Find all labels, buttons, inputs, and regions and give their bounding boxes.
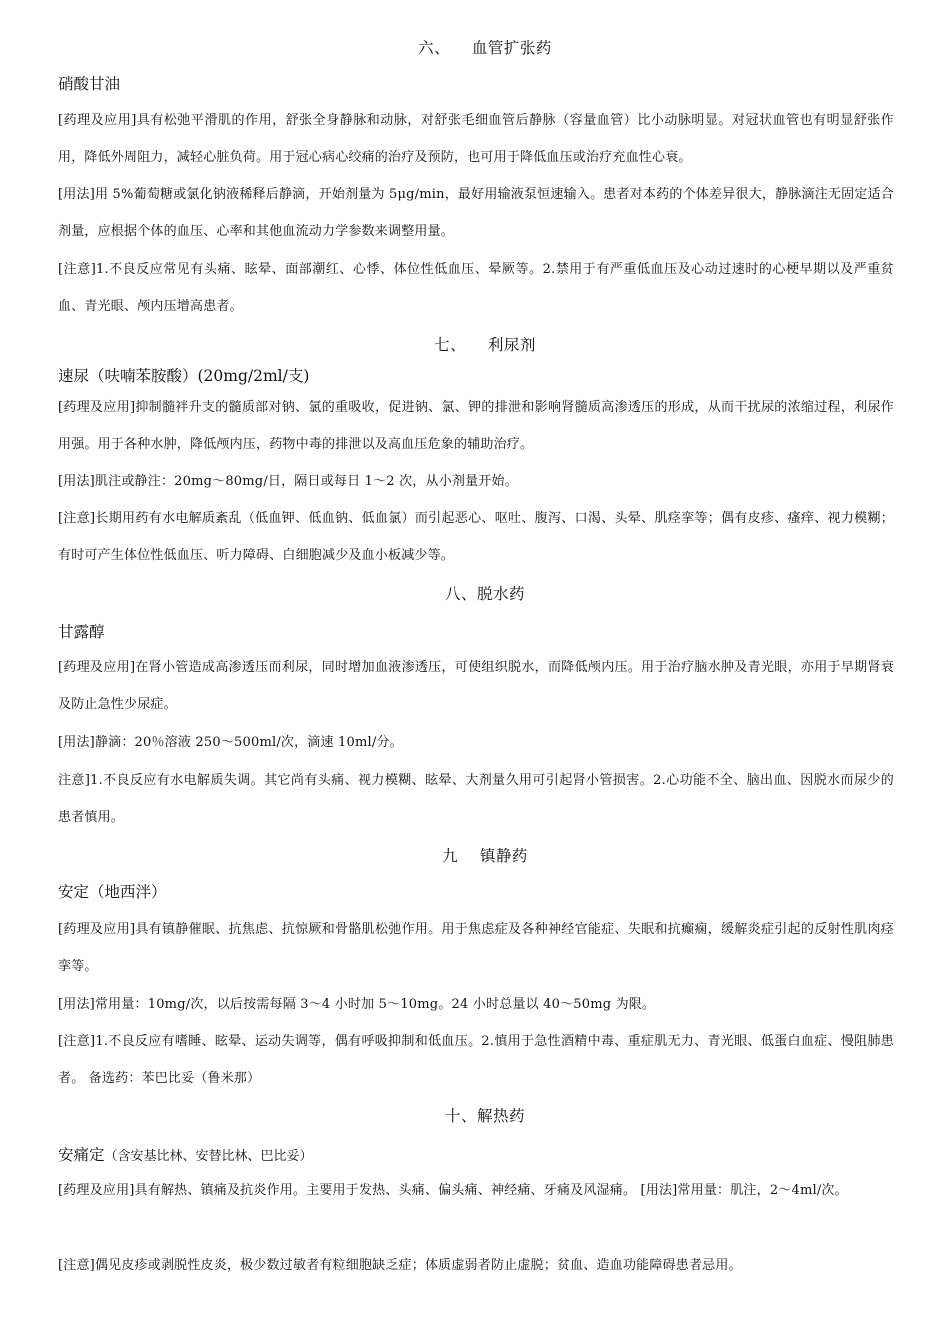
drug-name-nitroglycerin: 硝酸甘油 <box>58 75 121 93</box>
paragraph-cautions: [注意]1.不良反应常见有头痛、眩晕、面部潮红、心悸、体位性低血压、晕厥等。2.禁用于有严重低血压及心动过速时的心梗早期以及严重贫血、青光眼、颅内压增高患者。 <box>58 262 894 314</box>
paragraph-pharmacology: [药理及应用]具有松弛平滑肌的作用，舒张全身静脉和动脉，对舒张毛细血管后静脉（容量血管）比小动脉明显。对冠状血管也有明显舒张作用，降低外周阻力，减轻心脏负荷。用于冠心病心绞痛的治疗及预防，也可用于降低血压或治疗充血性心衰。 <box>58 113 894 165</box>
paragraph-pharmacology: [药理及应用]在肾小管造成高渗透压而利尿，同时增加血液渗透压，可使组织脱水，而降低颅内压。用于治疗脑水肿及青光眼，亦用于早期肾衰及防止急性少尿症。 <box>58 660 894 712</box>
drug-name-furosemide: 速尿（呋喃苯胺酸）(20mg/2ml/支) <box>58 367 310 385</box>
drug-name-mannitol: 甘露醇 <box>58 623 105 641</box>
paragraph-cautions: 注意]1.不良反应有水电解质失调。其它尚有头痛、视力模糊、眩晕、大剂量久用可引起肾小管损害。2.心功能不全、脑出血、因脱水而尿少的患者慎用。 <box>58 773 894 825</box>
section-title-antipyretics: 十、解热药 <box>444 1107 525 1125</box>
drug-name-main: 安痛定 <box>58 1146 105 1164</box>
drug-name-diazepam: 安定（地西泮） <box>58 883 167 901</box>
paragraph-pharmacology-usage: [药理及应用]具有解热、镇痛及抗炎作用。主要用于发热、头痛、偏头痛、神经痛、牙痛及风湿痛。 [用法]常用量：肌注，2～4ml/次。 <box>58 1183 848 1198</box>
paragraph-cautions: [注意]1.不良反应有嗜睡、眩晕、运动失调等，偶有呼吸抑制和低血压。2.慎用于急性酒精中毒、重症肌无力、青光眼、低蛋白血症、慢阻肺患者。 备选药：苯巴比妥（鲁米那） <box>58 1034 894 1086</box>
section-title-vasodilators: 六、 血管扩张药 <box>418 39 552 57</box>
section-title-dehydrants: 八、脱水药 <box>444 585 525 603</box>
paragraph-usage: [用法]常用量：10mg/次，以后按需每隔 3～4 小时加 5～10mg。24 小时总量以 40～50mg 为限。 <box>58 997 656 1012</box>
section-title-sedatives: 九 镇静药 <box>442 847 528 865</box>
paragraph-usage: [用法]肌注或静注：20mg～80mg/日，隔日或每日 1～2 次，从小剂量开始。 <box>58 474 518 489</box>
drug-name-composition: （含安基比林、安替比林、巴比妥） <box>104 1149 313 1164</box>
paragraph-usage: [用法]用 5%葡萄糖或氯化钠液稀释后静滴，开始剂量为 5μg/min，最好用输液泵恒速输入。患者对本药的个体差异很大，静脉滴注无固定适合剂量，应根据个体的血压、心率和其他血流动力学参数来调整用量。 <box>58 187 894 239</box>
paragraph-usage: [用法]静滴：20％溶液 250～500ml/次，滴速 10ml/分。 <box>58 735 403 750</box>
drug-name-antondine <box>58 1143 313 1165</box>
paragraph-cautions: [注意]偶见皮疹或剥脱性皮炎，极少数过敏者有粒细胞缺乏症；体质虚弱者防止虚脱；贫血、造血功能障碍患者忌用。 <box>58 1258 742 1273</box>
paragraph-pharmacology: [药理及应用]具有镇静催眠、抗焦虑、抗惊厥和骨骼肌松弛作用。用于焦虑症及各种神经官能症、失眠和抗癫痫，缓解炎症引起的反射性肌肉痉挛等。 <box>58 922 894 974</box>
paragraph-pharmacology: [药理及应用]抑制髓袢升支的髓质部对钠、氯的重吸收，促进钠、氯、钾的排泄和影响肾髓质高渗透压的形成，从而干扰尿的浓缩过程，利尿作用强。用于各种水肿，降低颅内压，药物中毒的排泄以及高血压危象的辅助治疗。 <box>58 400 894 452</box>
section-title-diuretics: 七、 利尿剂 <box>434 336 536 354</box>
paragraph-cautions: [注意]长期用药有水电解质紊乱（低血钾、低血钠、低血氯）而引起恶心、呕吐、腹泻、口渴、头晕、肌痉挛等；偶有皮疹、瘙痒、视力模糊；有时可产生体位性低血压、听力障碍、白细胞减少及血小板减少等。 <box>58 511 894 563</box>
